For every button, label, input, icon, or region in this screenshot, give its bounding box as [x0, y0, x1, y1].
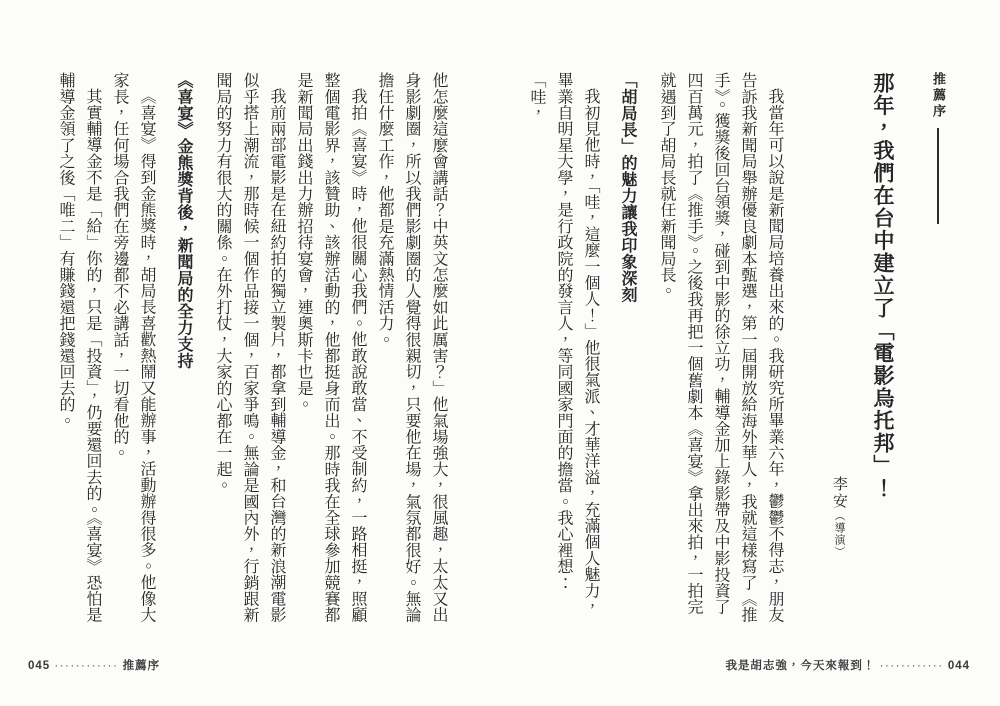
series-label-column [928, 72, 948, 637]
left-page-footer [28, 657, 160, 673]
right-footer-book-title: 我是胡志強，今天來報到！ [725, 660, 876, 672]
left-page-number: 045 [28, 660, 51, 672]
preface-title-block [818, 72, 948, 637]
right-page-footer [725, 657, 970, 673]
author-role: （導演） [833, 510, 845, 558]
section-heading: 《喜宴》金熊獎背後，新聞局的全力支持 [175, 72, 192, 369]
right-page-body [528, 72, 788, 628]
section-heading: 「胡局長」的魅力讓我印象深刻 [619, 72, 636, 303]
left-footer-section: 推薦序 [122, 660, 161, 672]
body-paragraph: 他怎麼這麼會講話？中英文怎麼如此厲害？」他氣場強大，很風趣，太太又出身影劇圈，所以我們影劇圈的人覺得很親切，只要他在場，氣氛都很好。無論擔任什麼工作，他都是充滿熱情活力。 [376, 72, 447, 623]
left-footer-leader: ············ [54, 660, 119, 672]
body-paragraph: 《喜宴》得到金熊獎時，胡局長喜歡熱鬧又能辦事，活動辦得很多。他像大家長，任何場合我們在旁邊都不必講話，一切看他的。 [111, 72, 155, 623]
series-label: 推薦序 [931, 72, 946, 120]
body-paragraph: 我初見他時，「哇，這麼一個人！」他很氣派、才華洋溢，充滿個人魅力，畢業自明星大學，是行政院的發言人，等同國家門面的擔當。我心裡想：「哇， [528, 72, 599, 615]
title-dash-line [937, 128, 939, 224]
left-page-body [50, 72, 452, 628]
right-footer-leader: ············ [879, 660, 944, 672]
body-paragraph: 我當年可以說是新聞局培養出來的。我研究所畢業六年，鬱鬱不得志，朋友告訴我新聞局舉辦優良劇本甄選，第一屆開放給海外華人，我就這樣寫了《推手》。獲獎後回台領獎，碰到中影的徐立功，輔導金加上錄影帶及中影投資了四百萬元，拍了《推手》。之後我再把一個舊劇本《喜宴》拿出來拍，一拍完就遇到了胡局長就任新聞局長。 [658, 72, 783, 623]
author-column [828, 476, 850, 637]
right-page-number: 044 [947, 660, 970, 672]
author-name: 李安 [831, 476, 847, 510]
body-paragraph: 其實輔導金不是「給」你的，只是「投資」，仍要還回去的。《喜宴》恐怕是輔導金領了之後「唯二」有賺錢還把錢還回去的。 [57, 72, 101, 623]
body-paragraph: 我前兩部電影是在紐約拍的獨立製片，都拿到輔導金，和台灣的新浪潮電影似乎搭上潮流，那時候一個作品接一個，百家爭鳴。無論是國內外，行銷跟新聞局的努力有很大的關係。在外打仗，大家的心都在一起。 [214, 72, 285, 623]
body-paragraph: 我拍《喜宴》時，他很關心我們。他敢說敢當、不受制約，一路相挺，照顧整個電影界，該贊助、該辦活動的，他都挺身而出。那時我在全球參加競賽都是新聞局出錢出力辦招待宴會，連奧斯卡也是。 [295, 72, 366, 623]
page-title: 那年，我們在台中建立了「電影烏托邦」！ [871, 72, 895, 500]
